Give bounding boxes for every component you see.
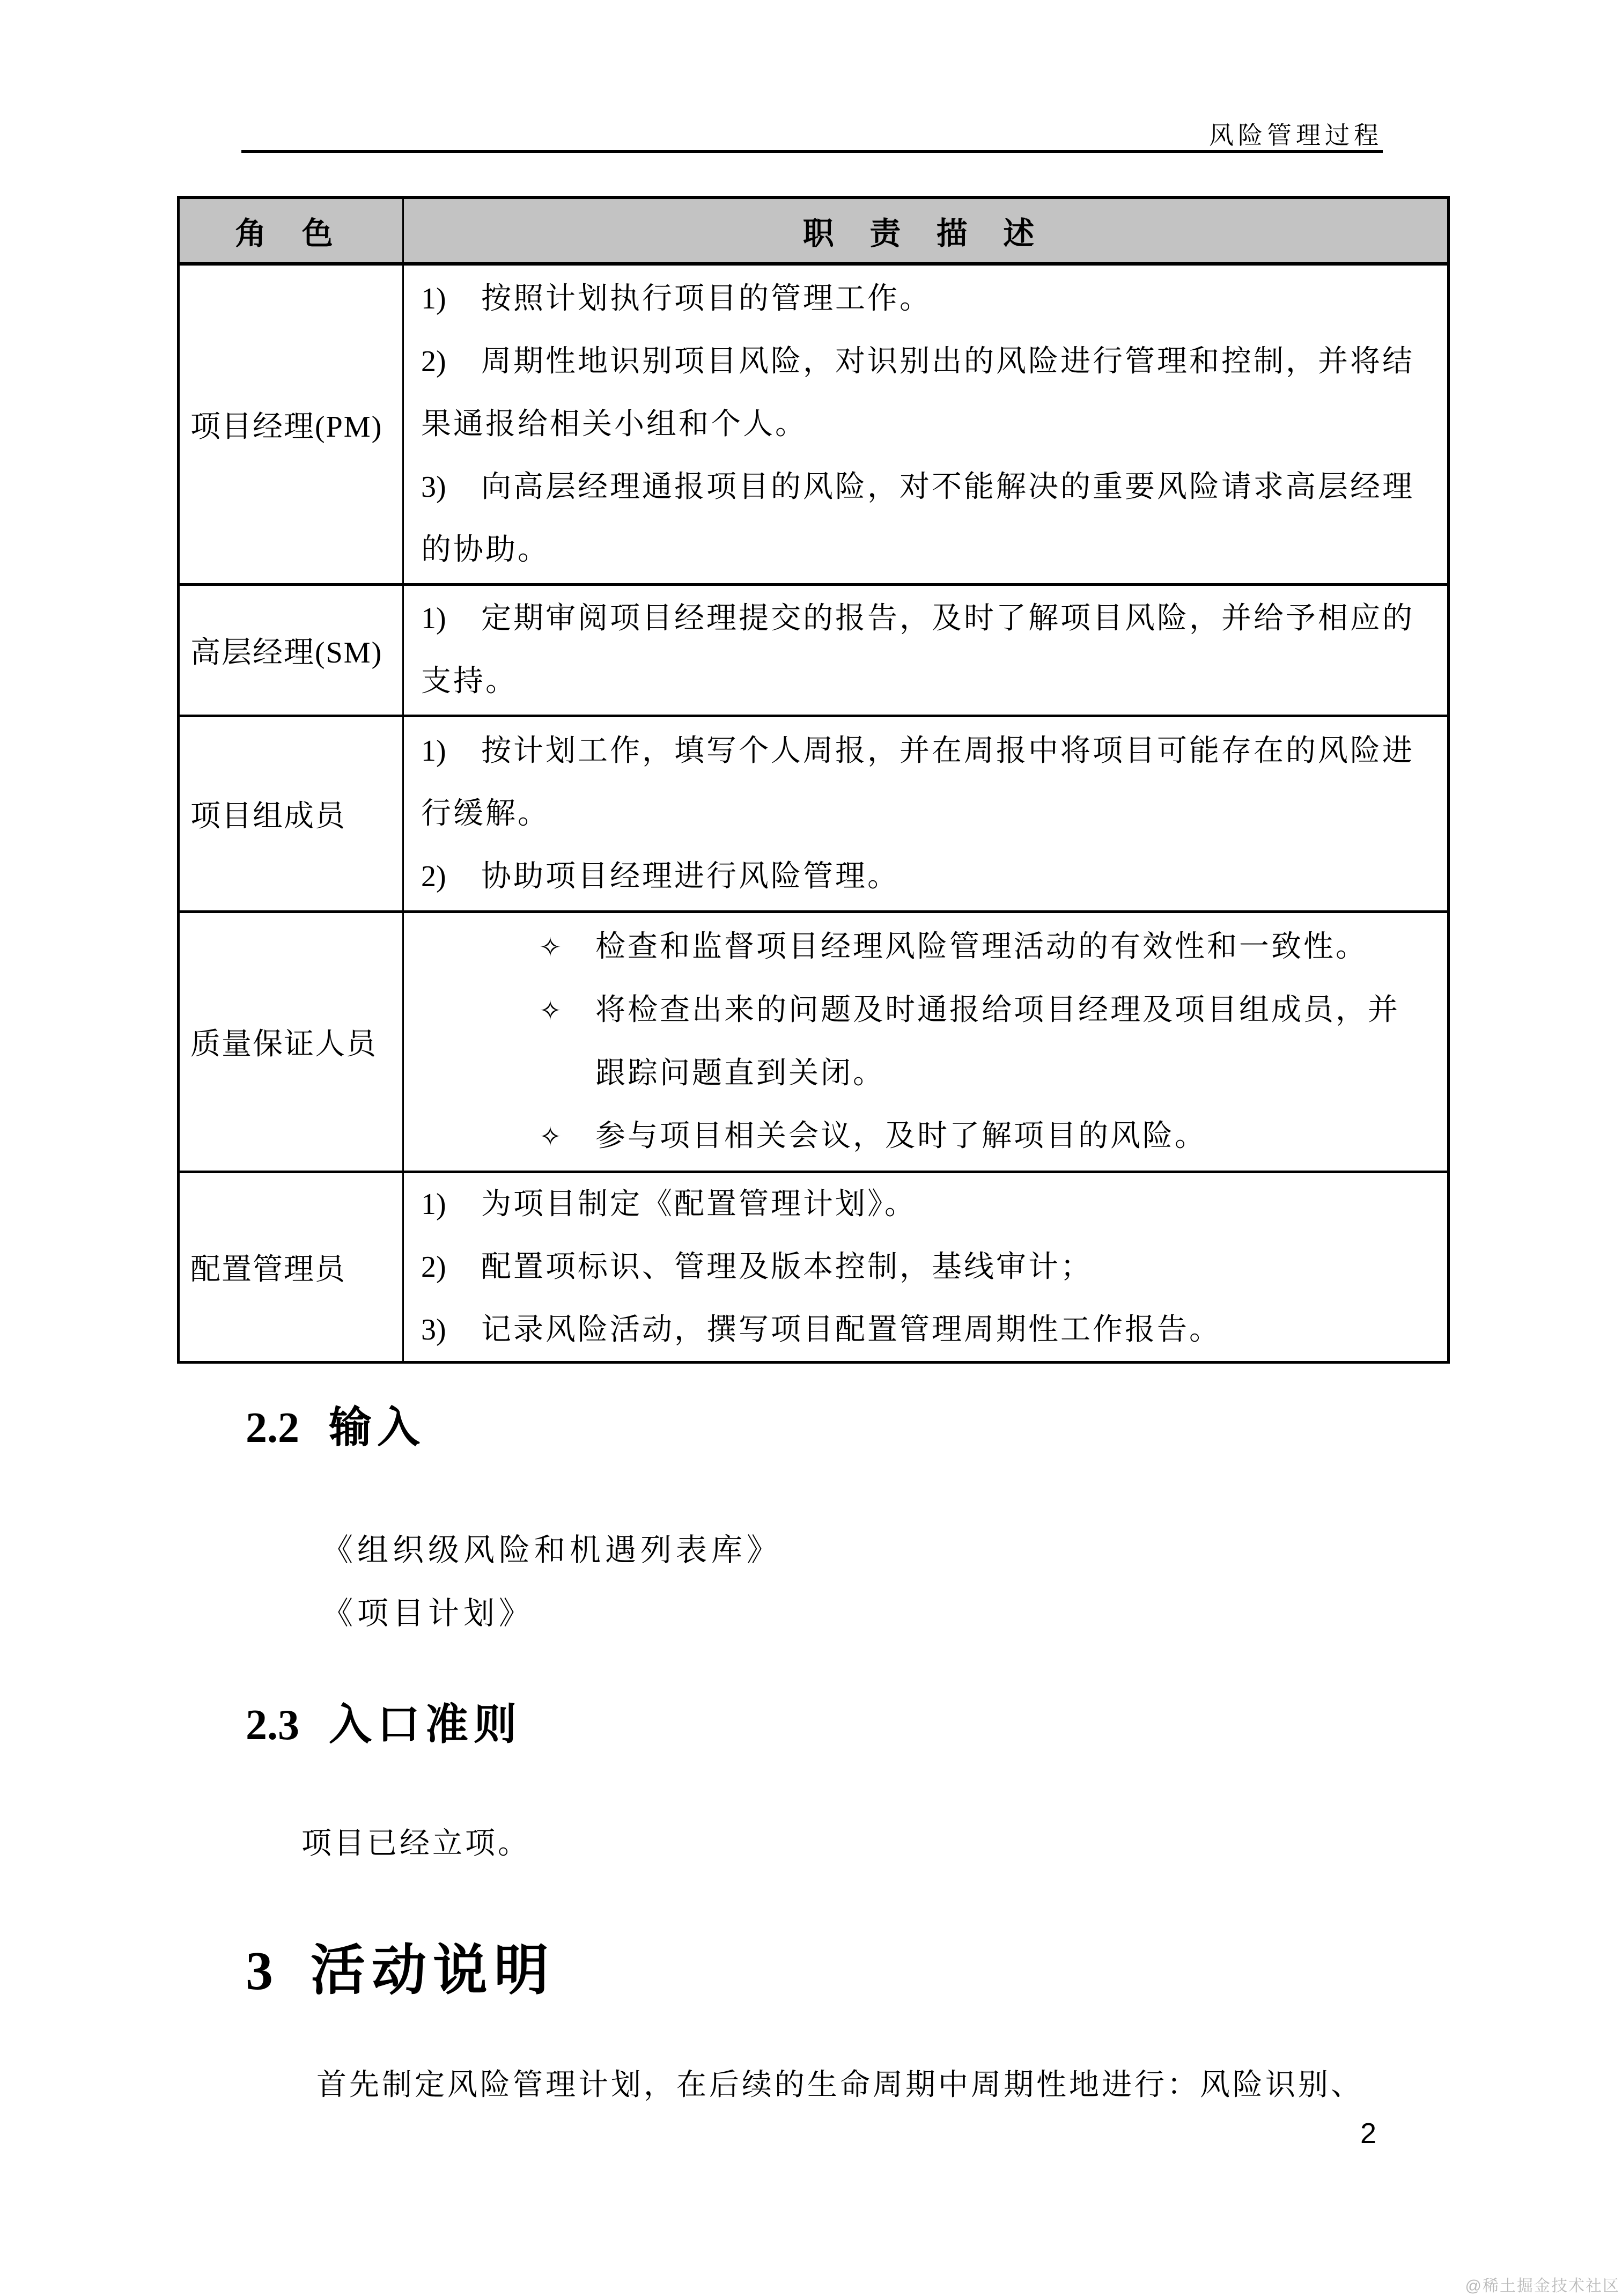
item-marker: 3)	[421, 470, 446, 504]
item-marker: 2)	[421, 1250, 446, 1284]
table-header-row	[180, 199, 1447, 266]
item-marker: 1)	[421, 734, 446, 768]
duty-bullet-line	[421, 979, 1447, 1042]
duty-text: 向高层经理通报项目的风险，对不能解决的重要风险请求高层经理	[481, 470, 1414, 504]
section-number: 3	[246, 1941, 273, 2001]
section-title: 入口准则	[329, 1702, 522, 1749]
item-marker: 1)	[421, 282, 446, 315]
watermark: @稀土掘金技术社区	[1465, 2277, 1620, 2295]
role-label: 项目组成员	[180, 717, 404, 910]
duty-line	[421, 1299, 1447, 1362]
role-label: 高层经理(SM)	[180, 586, 404, 715]
four-pointed-star-icon: ✧	[539, 1121, 562, 1152]
duty-line	[421, 1236, 1447, 1299]
table-row-team-member	[180, 717, 1447, 913]
duty-text: 协助项目经理进行风险管理。	[481, 859, 900, 893]
role-duties	[404, 717, 1447, 910]
duty-text: 参与项目相关会议，及时了解项目的风险。	[595, 1119, 1207, 1153]
item-marker: 1)	[421, 602, 446, 635]
role-duties	[404, 913, 1447, 1171]
duty-line	[421, 720, 1447, 783]
duty-line-continuation: 支持。	[421, 665, 518, 698]
page-number: 2	[1360, 2117, 1377, 2150]
table-row-pm	[180, 266, 1447, 586]
duty-line	[421, 845, 1447, 908]
duty-text: 按计划工作，填写个人周报，并在周报中将项目可能存在的风险进	[481, 734, 1414, 768]
item-marker: 2)	[421, 859, 446, 893]
section-number: 2.2	[246, 1404, 299, 1452]
duty-text: 定期审阅项目经理提交的报告，及时了解项目风险，并给予相应的	[481, 602, 1414, 635]
four-pointed-star-icon: ✧	[539, 995, 562, 1026]
duty-line-continuation: 果通报给相关小组和个人。	[421, 407, 807, 441]
activity-description-text: 首先制定风险管理计划，在后续的生命周期中周期性地进行：风险识别、	[316, 2069, 1363, 2102]
entry-criteria-text: 项目已经立项。	[301, 1827, 530, 1860]
duty-text: 配置项标识、管理及版本控制，基线审计；	[481, 1250, 1093, 1284]
duty-line	[421, 1173, 1447, 1236]
duty-text: 按照计划执行项目的管理工作。	[481, 282, 932, 315]
header-rule	[241, 150, 1383, 153]
duty-line	[421, 268, 1447, 330]
table-row-sm	[180, 586, 1447, 717]
duty-text: 检查和监督项目经理风险管理活动的有效性和一致性。	[595, 930, 1368, 963]
duty-line	[421, 330, 1447, 393]
duty-line-continuation: 跟踪问题直到关闭。	[595, 1056, 885, 1090]
table-row-cm	[180, 1173, 1447, 1361]
role-duties	[404, 1173, 1447, 1361]
duty-line-continuation: 的协助。	[421, 533, 550, 566]
duty-text: 记录风险活动，撰写项目配置管理周期性工作报告。	[481, 1313, 1221, 1346]
column-header-desc: 职 责 描 述	[802, 216, 1049, 251]
role-label: 质量保证人员	[180, 913, 404, 1171]
duty-text: 将检查出来的问题及时通报给项目经理及项目组成员，并	[595, 993, 1400, 1027]
page-header-title: 风险管理过程	[1209, 122, 1383, 149]
section-heading-3	[246, 1927, 555, 2005]
item-marker: 3)	[421, 1313, 446, 1346]
column-header-role: 角 色	[180, 199, 404, 262]
role-duties	[404, 266, 1447, 583]
table-row-qa	[180, 913, 1447, 1173]
section-title: 输入	[329, 1404, 425, 1452]
section-heading-2-2	[246, 1393, 425, 1454]
section-number: 2.3	[246, 1702, 299, 1749]
section-title: 活动说明	[311, 1941, 555, 2001]
item-marker: 1)	[421, 1187, 446, 1221]
duty-text: 周期性地识别项目风险，对识别出的风险进行管理和控制，并将结	[481, 344, 1414, 378]
input-doc-item: 《组织级风险和机遇列表库》	[322, 1533, 783, 1568]
duty-bullet-line	[421, 916, 1447, 979]
role-duties	[404, 586, 1447, 715]
section-heading-2-3	[246, 1690, 522, 1752]
duty-bullet-line	[421, 1105, 1447, 1168]
role-label: 项目经理(PM)	[180, 266, 404, 583]
duty-text: 为项目制定《配置管理计划》。	[481, 1187, 917, 1221]
item-marker: 2)	[421, 344, 446, 378]
four-pointed-star-icon: ✧	[539, 932, 562, 962]
role-label: 配置管理员	[180, 1173, 404, 1361]
input-doc-item: 《项目计划》	[322, 1596, 535, 1631]
roles-table	[177, 196, 1450, 1364]
duty-line-continuation: 行缓解。	[421, 797, 550, 830]
duty-line	[421, 587, 1447, 650]
duty-line	[421, 456, 1447, 519]
